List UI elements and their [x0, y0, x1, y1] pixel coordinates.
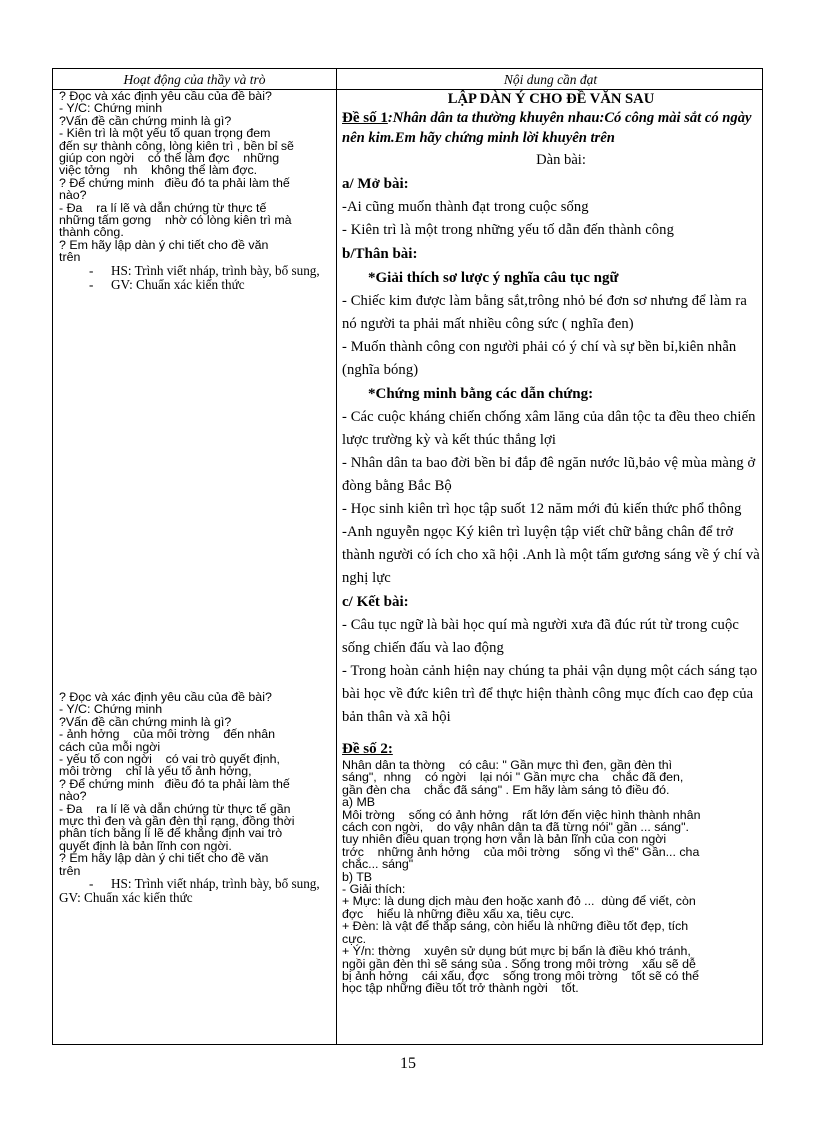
task-item: - HS: Trình viết nháp, trình bày, bổ sung,	[89, 262, 320, 278]
task-item: - GV: Chuẩn xác kiến thức	[89, 276, 245, 292]
outline-point: - Muốn thành công con người phải có ý chí và sự bền bỉ,kiên nhẫn (nghĩa bóng)	[342, 339, 737, 378]
text-line: ? Để chứng minh điều đó ta phải làm thế	[59, 175, 290, 190]
text-line: những tấm gơng nhờ có lòng kiên trì mà	[59, 213, 292, 228]
text-line: + Ý/n: thờng xuyên sử dụng bút mực bị bẩn là điều khó tránh,	[342, 944, 691, 959]
outline-point: - Chiếc kim được làm bằng sắt,trông nhỏ bé đơn sơ nhưng để làm ra nó người ta phải mất nhiều công sức ( nghĩa đen)	[342, 293, 747, 332]
header-content: Nội dung cần đạt	[503, 72, 598, 87]
essay-1-label: Đề số 1	[342, 110, 388, 126]
text-line: ? Đọc và xác định yêu cầu của đề bài?	[59, 89, 272, 103]
task-item-gv: GV: Chuẩn xác kiến thức	[59, 890, 193, 906]
outline-essay-2	[342, 739, 760, 995]
essay-2-label: Đề số 2:	[342, 741, 393, 757]
outline-point: - Học sinh kiên trì học tập suốt 12 năm mới đủ kiến thức phổ thông	[342, 501, 742, 517]
outline-point: - Các cuộc kháng chiến chống xâm lăng của dân tộc ta đều theo chiến lược trường kỳ và kết thúc thắng lợi	[342, 409, 756, 448]
text-line: bị ảnh hởng cái xấu, đợc sống trong môi trờng tốt sẽ có thể	[342, 968, 700, 983]
column-divider	[336, 69, 337, 1044]
text-line: ? Em hãy lập dàn ý chi tiết cho đề văn	[59, 851, 269, 866]
outline-point: - Trong hoàn cảnh hiện nay chúng ta phải vận dụng một cách sáng tạo bài học về đức kiên trì để thực hiện thành công mục đích cao đẹp của bản thân và xã hội	[342, 663, 758, 725]
text-line: + Đèn: là vật để thắp sáng, còn hiểu là những điều tốt đẹp, tích	[342, 919, 689, 934]
text-line: - Đa ra lí lẽ và dẫn chứng từ thực tế gần	[59, 801, 291, 816]
text-line: thành công.	[59, 225, 124, 240]
text-line: mực thì đen và gần đèn thì rạng, đồng thời	[59, 814, 295, 829]
text-line: môi trờng chỉ là yếu tố ảnh hởng,	[59, 764, 252, 779]
text-line: ?Vấn đề cần chứng minh là gì?	[59, 113, 232, 128]
outline-subtitle: Dàn bài:	[536, 152, 586, 168]
text-line: ?Vấn đề cần chứng minh là gì?	[59, 714, 232, 729]
outline-title: LẬP DÀN Ý CHO ĐỀ VĂN SAU	[447, 91, 655, 107]
text-line: a) MB	[342, 795, 376, 810]
text-line: sáng", nhng có ngời lại nói " Gần mực cha chắc đã đen,	[342, 770, 684, 785]
text-line: - yếu tố con ngời có vai trò quyết định,	[59, 752, 280, 767]
text-line: cách con ngời, do vậy nhân dân ta đã từng nói" gần ... sáng".	[342, 820, 689, 835]
text-line: phân tích bằng lí lẽ để khẳng định vai trò	[59, 826, 283, 841]
text-line: giúp con ngời có thể làm đợc những	[59, 151, 280, 166]
text-line: nào?	[59, 188, 87, 203]
header-activities: Hoạt động của thầy và trò	[123, 72, 266, 87]
text-line: + Mực: là dung dịch màu đen hoặc xanh đỏ ... dùng để viết, còn	[342, 894, 696, 909]
essay-1-prompt	[342, 108, 760, 148]
intro-heading: a/ Mở bài:	[342, 176, 409, 192]
text-line: ? Đọc và xác định yêu cầu của đề bài?	[59, 690, 272, 704]
body-heading: b/Thân bài:	[342, 246, 418, 262]
text-line: b) TB	[342, 869, 373, 884]
left-activities-block-2	[59, 691, 331, 905]
conclusion-heading: c/ Kết bài:	[342, 594, 409, 610]
page-number: 15	[400, 1055, 416, 1072]
outline-point: - Câu tục ngữ là bài học quí mà người xưa đã đúc rút từ trong cuộc sống chiến đấu và lao động	[342, 617, 739, 656]
text-line: trên	[59, 863, 81, 878]
essay-1-text: :Nhân dân ta thường khuyên nhau:Có công mài sắt có ngày nên kim.Em hãy chứng minh lời khuyên trên	[342, 110, 752, 146]
left-activities-block-1	[59, 90, 331, 292]
text-line: Nhân dân ta thờng có câu: " Gần mực thì đen, gần đèn thì	[342, 758, 673, 772]
outline-point: - Kiên trì là một trong những yếu tố dẫn đến thành công	[342, 222, 674, 238]
text-line: quyết định là bản lĩnh con ngời.	[59, 838, 232, 853]
text-line: việc tởng nh không thể làm đợc.	[59, 163, 258, 178]
text-line: - Đa ra lí lẽ và dẫn chứng từ thực tế	[59, 200, 267, 215]
text-line: ? Em hãy lập dàn ý chi tiết cho đề văn	[59, 237, 269, 252]
text-line: trớc những ảnh hởng của môi trờng sống vì thế" Gần... cha	[342, 844, 700, 859]
outline-point: -Ai cũng muốn thành đạt trong cuộc sống	[342, 199, 589, 215]
task-item: - HS: Trình viết nháp, trình bày, bổ sung,	[89, 876, 320, 892]
text-line: Môi trờng sống có ảnh hởng rất lớn đến việc hình thành nhân	[342, 807, 701, 822]
text-line: cách của mỗi ngời	[59, 739, 161, 754]
text-line: gần đèn cha chắc đã sáng" . Em hãy làm sáng tỏ điều đó.	[342, 782, 670, 797]
text-line: chắc... sáng"	[342, 857, 414, 872]
text-line: - Y/C: Chứng minh	[59, 101, 163, 116]
outline-point: -Anh nguyễn ngọc Ký kiên trì luyện tập viết chữ bằng chân để trở thành người có ích cho xã hội .Anh là một tấm gương sáng về ý chí và nghị lực	[342, 524, 760, 586]
text-line: tuy nhiên điều quan trọng hơn vẫn là bản lĩnh của con ngời	[342, 832, 667, 847]
text-line: nào?	[59, 789, 87, 804]
text-line: ngồi gần đèn thì sẽ sáng sủa . Sống trong môi trờng xấu sẽ dễ	[342, 956, 696, 971]
text-line: - Giải thích:	[342, 882, 406, 897]
text-line: ? Để chứng minh điều đó ta phải làm thế	[59, 776, 290, 791]
outline-essay-1	[342, 90, 760, 729]
explanation-heading: *Giải thích sơ lược ý nghĩa câu tục ngữ	[368, 270, 619, 286]
text-line: trên	[59, 250, 81, 265]
text-line: đợc hiểu là những điều xấu xa, tiêu cực.	[342, 906, 575, 921]
lesson-table	[52, 68, 763, 1045]
text-line: - Kiên trì là một yếu tố quan trọng đem	[59, 126, 271, 141]
evidence-heading: *Chứng minh bằng các dẫn chứng:	[368, 386, 594, 402]
text-line: đến sự thành công, lòng kiên trì , bền bỉ sẽ	[59, 138, 294, 153]
text-line: - Y/C: Chứng minh	[59, 702, 163, 717]
text-line: học tập những điều tốt trở thành ngời tốt.	[342, 981, 579, 996]
outline-point: - Nhân dân ta bao đời bền bỉ đắp đê ngăn nước lũ,bảo vệ mùa màng ở đòng bằng Bắc Bộ	[342, 455, 756, 494]
text-line: - ảnh hởng của môi trờng đến nhân	[59, 727, 276, 742]
text-line: cực.	[342, 931, 367, 946]
